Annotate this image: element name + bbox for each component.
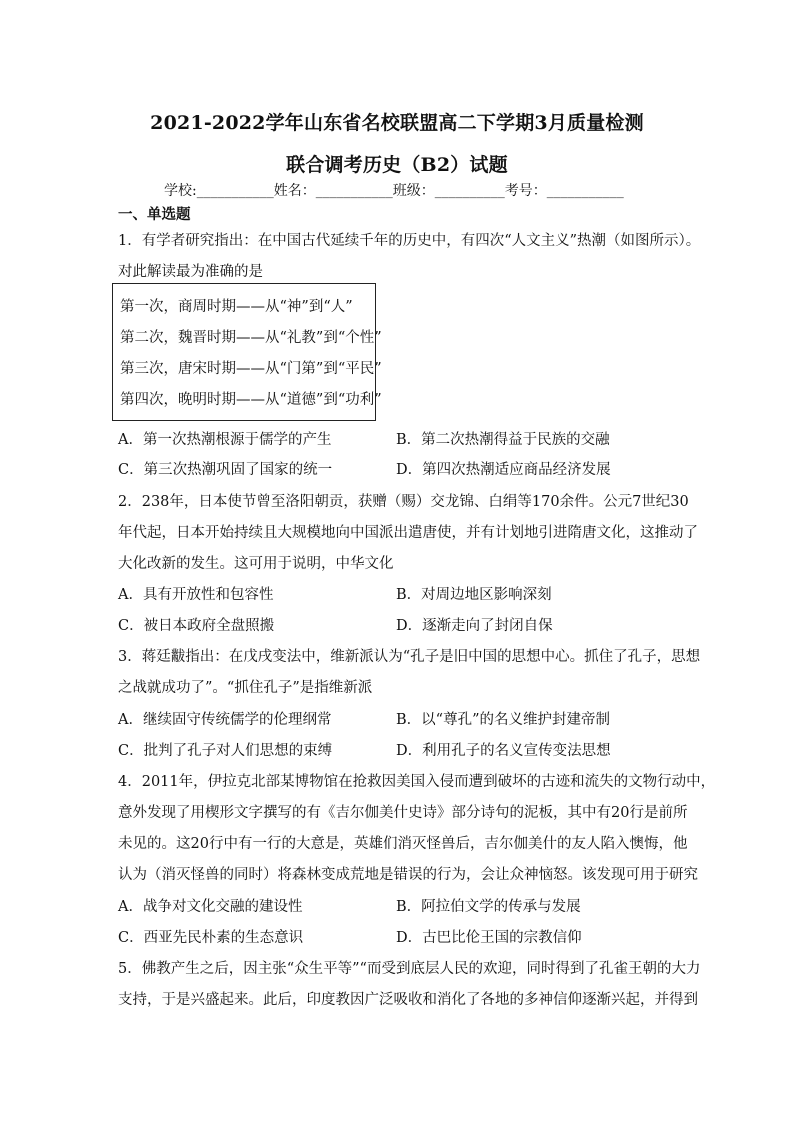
question-4-stem-line-4: 认为（消灭怪兽的同时）将森林变成荒地是错误的行为，会让众神恼怒。该发现可用于研究 [118, 867, 698, 883]
question-2-stem-line-2: 年代起，日本开始持续且大规模地向中国派出遣唐使，并有计划地引进隋唐文化，这推动了 [118, 525, 698, 541]
question-1-stem-line-2: 对此解读最为准确的是 [118, 264, 263, 280]
question-4-option-b[interactable]: B．阿拉伯文学的传承与发展 [396, 899, 581, 915]
question-1-stem-line-1: 1．有学者研究指出：在中国古代延续千年的历史中，有四次“人文主义”热潮（如图所示）。 [118, 233, 701, 249]
exam-number-label: 考号： [504, 183, 547, 199]
class-blank[interactable]: __________ [434, 183, 505, 199]
question-3-option-c[interactable]: C．批判了孔子对人们思想的束缚 [118, 743, 333, 759]
question-2-option-d[interactable]: D．逐渐走向了封闭自保 [396, 618, 553, 634]
question-4-option-a[interactable]: A．战争对文化交融的建设性 [118, 899, 303, 915]
question-4-stem-line-2: 意外发现了用楔形文字撰写的有《吉尔伽美什史诗》部分诗句的泥板，其中有20行是前所 [118, 805, 688, 821]
question-3-option-d[interactable]: D．利用孔子的名义宣传变法思想 [396, 743, 611, 759]
figure-box-line-3: 第三次，唐宋时期——从“门第”到“平民” [120, 361, 382, 377]
question-2-stem-line-1: 2．238年，日本使节曾至洛阳朝贡，获赠（赐）交龙锦、白绢等170余件。公元7世纪30 [118, 494, 689, 510]
question-4-option-d[interactable]: D．古巴比伦王国的宗教信仰 [396, 930, 582, 946]
question-2-option-a[interactable]: A．具有开放性和包容性 [118, 587, 274, 603]
exam-title-line1: 2021-2022学年山东省名校联盟高二下学期3月质量检测 [150, 112, 644, 134]
name-label: 姓名： [273, 183, 316, 199]
school-label: 学校: [164, 183, 197, 199]
question-1-figure-box [112, 283, 382, 421]
question-2-option-b[interactable]: B．对周边地区影响深刻 [396, 587, 552, 603]
question-4-stem-line-3: 未见的。这20行中有一行的大意是，英雄们消灭怪兽后，吉尔伽美什的友人陷入懊悔，他 [118, 836, 688, 852]
exam-number-blank[interactable]: ___________ [546, 183, 624, 199]
question-3-option-b[interactable]: B．以“尊孔”的名义维护封建帝制 [396, 712, 610, 728]
figure-box-line-2: 第二次，魏晋时期——从“礼教”到“个性” [120, 330, 382, 346]
question-2-option-c[interactable]: C．被日本政府全盘照搬 [118, 618, 275, 634]
name-blank[interactable]: ___________ [315, 183, 393, 199]
class-label: 班级： [392, 183, 435, 199]
question-5-stem-line-1: 5．佛教产生之后，因主张“众生平等”“而受到底层人民的欢迎，同时得到了孔雀王朝的大力 [118, 961, 701, 977]
question-1-option-c[interactable]: C．第三次热潮巩固了国家的统一 [118, 462, 333, 478]
student-info-fields [164, 180, 624, 200]
question-3-stem-line-1: 3．蒋廷黻指出：在戊戌变法中，维新派认为“孔子是旧中国的思想中心。抓住了孔子，思想 [118, 649, 701, 665]
question-1-option-d[interactable]: D．第四次热潮适应商品经济发展 [396, 462, 611, 478]
exam-title-line2: 联合调考历史（B2）试题 [286, 154, 508, 176]
question-5-stem-line-2: 支持，于是兴盛起来。此后，印度教因广泛吸收和消化了各地的多神信仰逐渐兴起，并得到 [118, 992, 698, 1008]
section-title: 一、单选题 [118, 206, 191, 223]
question-1-option-b[interactable]: B．第二次热潮得益于民族的交融 [396, 432, 610, 448]
question-1-option-a[interactable]: A．第一次热潮根源于儒学的产生 [118, 432, 332, 448]
figure-box-line-1: 第一次，商周时期——从“神”到“人” [120, 299, 353, 315]
question-3-stem-line-2: 之战就成功了”。“抓住孔子”是指维新派 [118, 680, 373, 696]
question-3-option-a[interactable]: A．继续固守传统儒学的伦理纲常 [118, 712, 332, 728]
question-4-option-c[interactable]: C．西亚先民朴素的生态意识 [118, 930, 304, 946]
figure-box-line-4: 第四次，晚明时期——从“道德”到“功利” [120, 392, 382, 408]
school-blank[interactable]: ___________ [196, 183, 274, 199]
question-2-stem-line-3: 大化改新的发生。这可用于说明，中华文化 [118, 556, 394, 572]
question-4-stem-line-1: 4．2011年，伊拉克北部某博物馆在抢救因美国入侵而遭到破坏的古迹和流失的文物行动中， [118, 774, 716, 790]
